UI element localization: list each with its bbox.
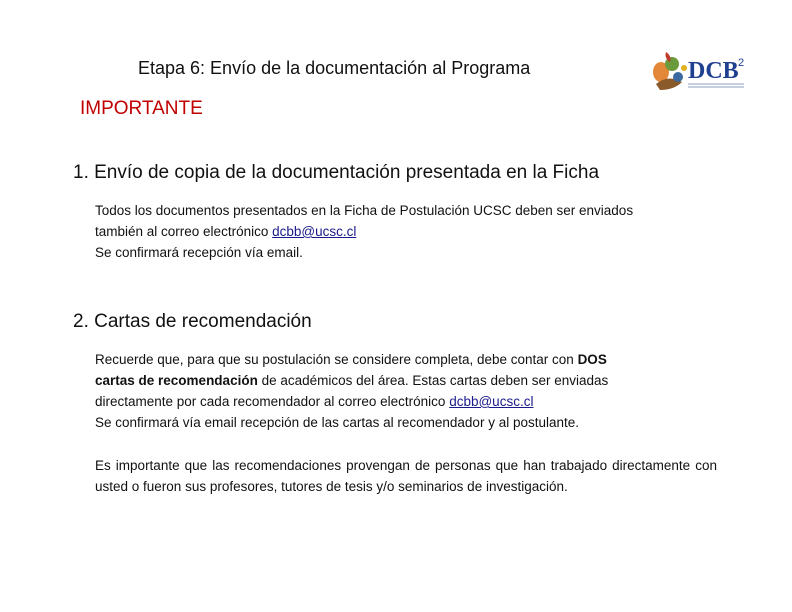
section1-heading: 1. Envío de copia de la documentación presentada en la Ficha	[73, 162, 600, 183]
section2-paragraph2	[95, 455, 717, 497]
page-title: Etapa 6: Envío de la documentación al Programa	[138, 58, 531, 78]
section2-line1-text: Recuerde que, para que su postulación se considere completa, debe contar con	[95, 352, 578, 367]
email-link[interactable]: dcbb@ucsc.cl	[272, 224, 357, 239]
section2-line2-bold: cartas de recomendación	[95, 373, 258, 388]
section1-line3: Se confirmará recepción vía email.	[95, 245, 303, 260]
logo-text: DCB	[688, 58, 739, 84]
email-link[interactable]: dcbb@ucsc.cl	[449, 394, 534, 409]
section2-line2	[95, 370, 720, 391]
section2-line1-bold: DOS	[577, 352, 607, 367]
section1-body	[95, 200, 735, 263]
logo-superscript: 2	[738, 57, 745, 69]
section2-heading: 2. Cartas de recomendación	[73, 311, 312, 332]
section1-line2	[95, 221, 735, 242]
section2-line3	[95, 391, 720, 412]
section1-line2-text: también al correo electrónico	[95, 224, 273, 239]
section2-line2-text: de académicos del área. Estas cartas deben ser enviadas	[257, 373, 609, 388]
dcb-logo	[648, 44, 748, 94]
dcb-logo-graphic	[648, 44, 748, 94]
section2-line1	[95, 349, 720, 370]
section2-body	[95, 349, 720, 433]
section2-paragraph2-text: Es importante que las recomendaciones provengan de personas que han trabajado directamente con usted o fueron sus profesores, tutores de tesis y/o seminarios de investigación.	[95, 458, 717, 494]
important-label: IMPORTANTE	[80, 98, 203, 119]
section2-line3-text: directamente por cada recomendador al correo electrónico	[95, 394, 450, 409]
section1-line1: Todos los documentos presentados en la Ficha de Postulación UCSC deben ser enviados	[95, 203, 634, 218]
section2-line4: Se confirmará vía email recepción de las cartas al recomendador y al postulante.	[95, 415, 579, 430]
